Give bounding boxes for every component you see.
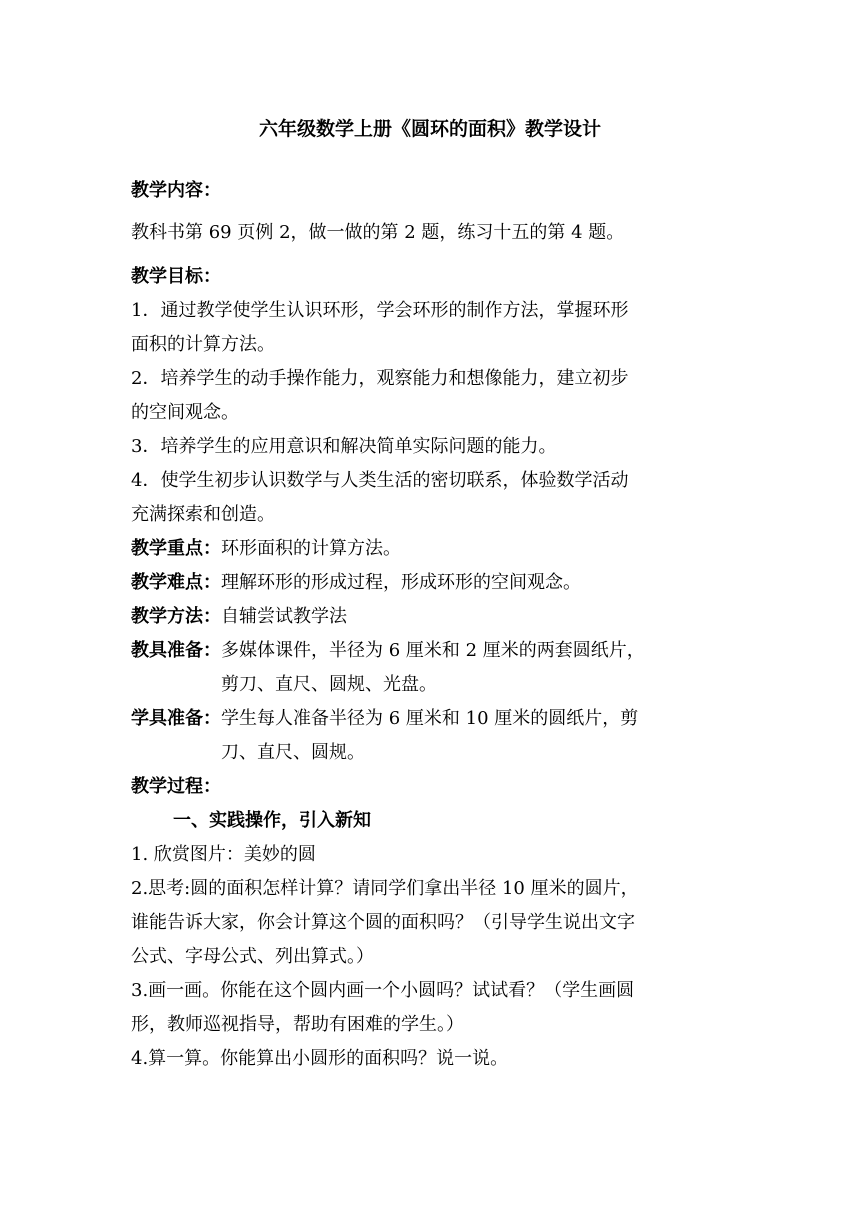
objective-line: 3．培养学生的应用意识和解决简单实际问题的能力。 <box>131 436 557 457</box>
key-point-text: 环形面积的计算方法。 <box>221 538 401 559</box>
objective-line: 2．培养学生的动手操作能力，观察能力和想像能力，建立初步 <box>131 368 629 389</box>
step-item <box>131 1042 733 1076</box>
objective-line: 的空间观念。 <box>131 402 239 423</box>
objectives-heading: 教学目标： <box>131 266 221 287</box>
key-point-label: 教学重点： <box>131 538 221 559</box>
document-title: 六年级数学上册《圆环的面积》教学设计 <box>258 118 601 140</box>
difficulty-row <box>131 566 733 600</box>
difficulty-text: 理解环形的形成过程，形成环形的空间观念。 <box>221 572 581 593</box>
method-text: 自辅尝试教学法 <box>221 606 347 627</box>
objective-item <box>131 362 733 430</box>
process-heading: 教学过程： <box>131 776 221 797</box>
teacher-tools-text <box>221 634 733 702</box>
teacher-tools-line: 多媒体课件，半径为 6 厘米和 2 厘米的两套圆纸片， <box>221 640 645 661</box>
step-line: 公式、字母公式、列出算式。） <box>131 946 374 967</box>
objectives-section <box>131 260 733 1076</box>
objective-item <box>131 294 733 362</box>
step-item <box>131 974 733 1042</box>
student-tools-row <box>131 702 733 770</box>
step-line: 1. 欣赏图片：美妙的圆 <box>131 844 316 865</box>
objective-item <box>131 464 733 532</box>
content-section <box>131 174 733 250</box>
objective-line: 4．使学生初步认识数学与人类生活的密切联系，体验数学活动 <box>131 470 629 491</box>
step-line: 2.思考:圆的面积怎样计算？请同学们拿出半径 10 厘米的圆片， <box>131 878 639 899</box>
content-text: 教科书第 69 页例 2，做一做的第 2 题，练习十五的第 4 题。 <box>131 222 625 243</box>
difficulty-label: 教学难点： <box>131 572 221 593</box>
content-heading: 教学内容： <box>131 180 221 201</box>
objective-item <box>131 430 733 464</box>
key-point-row <box>131 532 733 566</box>
step-line: 谁能告诉大家，你会计算这个圆的面积吗？（引导学生说出文字 <box>131 912 635 933</box>
teacher-tools-row <box>131 634 733 702</box>
objective-line: 充满探索和创造。 <box>131 504 275 525</box>
teacher-tools-line: 剪刀、直尺、圆规、光盘。 <box>221 674 437 695</box>
method-row <box>131 600 733 634</box>
section-one-heading: 一、实践操作，引入新知 <box>173 810 371 831</box>
step-line: 形，教师巡视指导，帮助有困难的学生。） <box>131 1014 464 1035</box>
teacher-tools-label: 教具准备： <box>131 640 221 661</box>
objective-line: 面积的计算方法。 <box>131 334 275 355</box>
student-tools-text <box>221 702 733 770</box>
student-tools-line: 学生每人准备半径为 6 厘米和 10 厘米的圆纸片，剪 <box>221 708 639 729</box>
step-item <box>131 872 733 974</box>
objective-line: 1．通过教学使学生认识环形，学会环形的制作方法，掌握环形 <box>131 300 629 321</box>
student-tools-label: 学具准备： <box>131 708 221 729</box>
step-item <box>131 838 733 872</box>
step-line: 3.画一画。你能在这个圆内画一个小圆吗？试试看？（学生画圆 <box>131 980 635 1001</box>
student-tools-line: 刀、直尺、圆规。 <box>221 742 365 763</box>
step-line: 4.算一算。你能算出小圆形的面积吗？说一说。 <box>131 1048 509 1069</box>
method-label: 教学方法： <box>131 606 221 627</box>
